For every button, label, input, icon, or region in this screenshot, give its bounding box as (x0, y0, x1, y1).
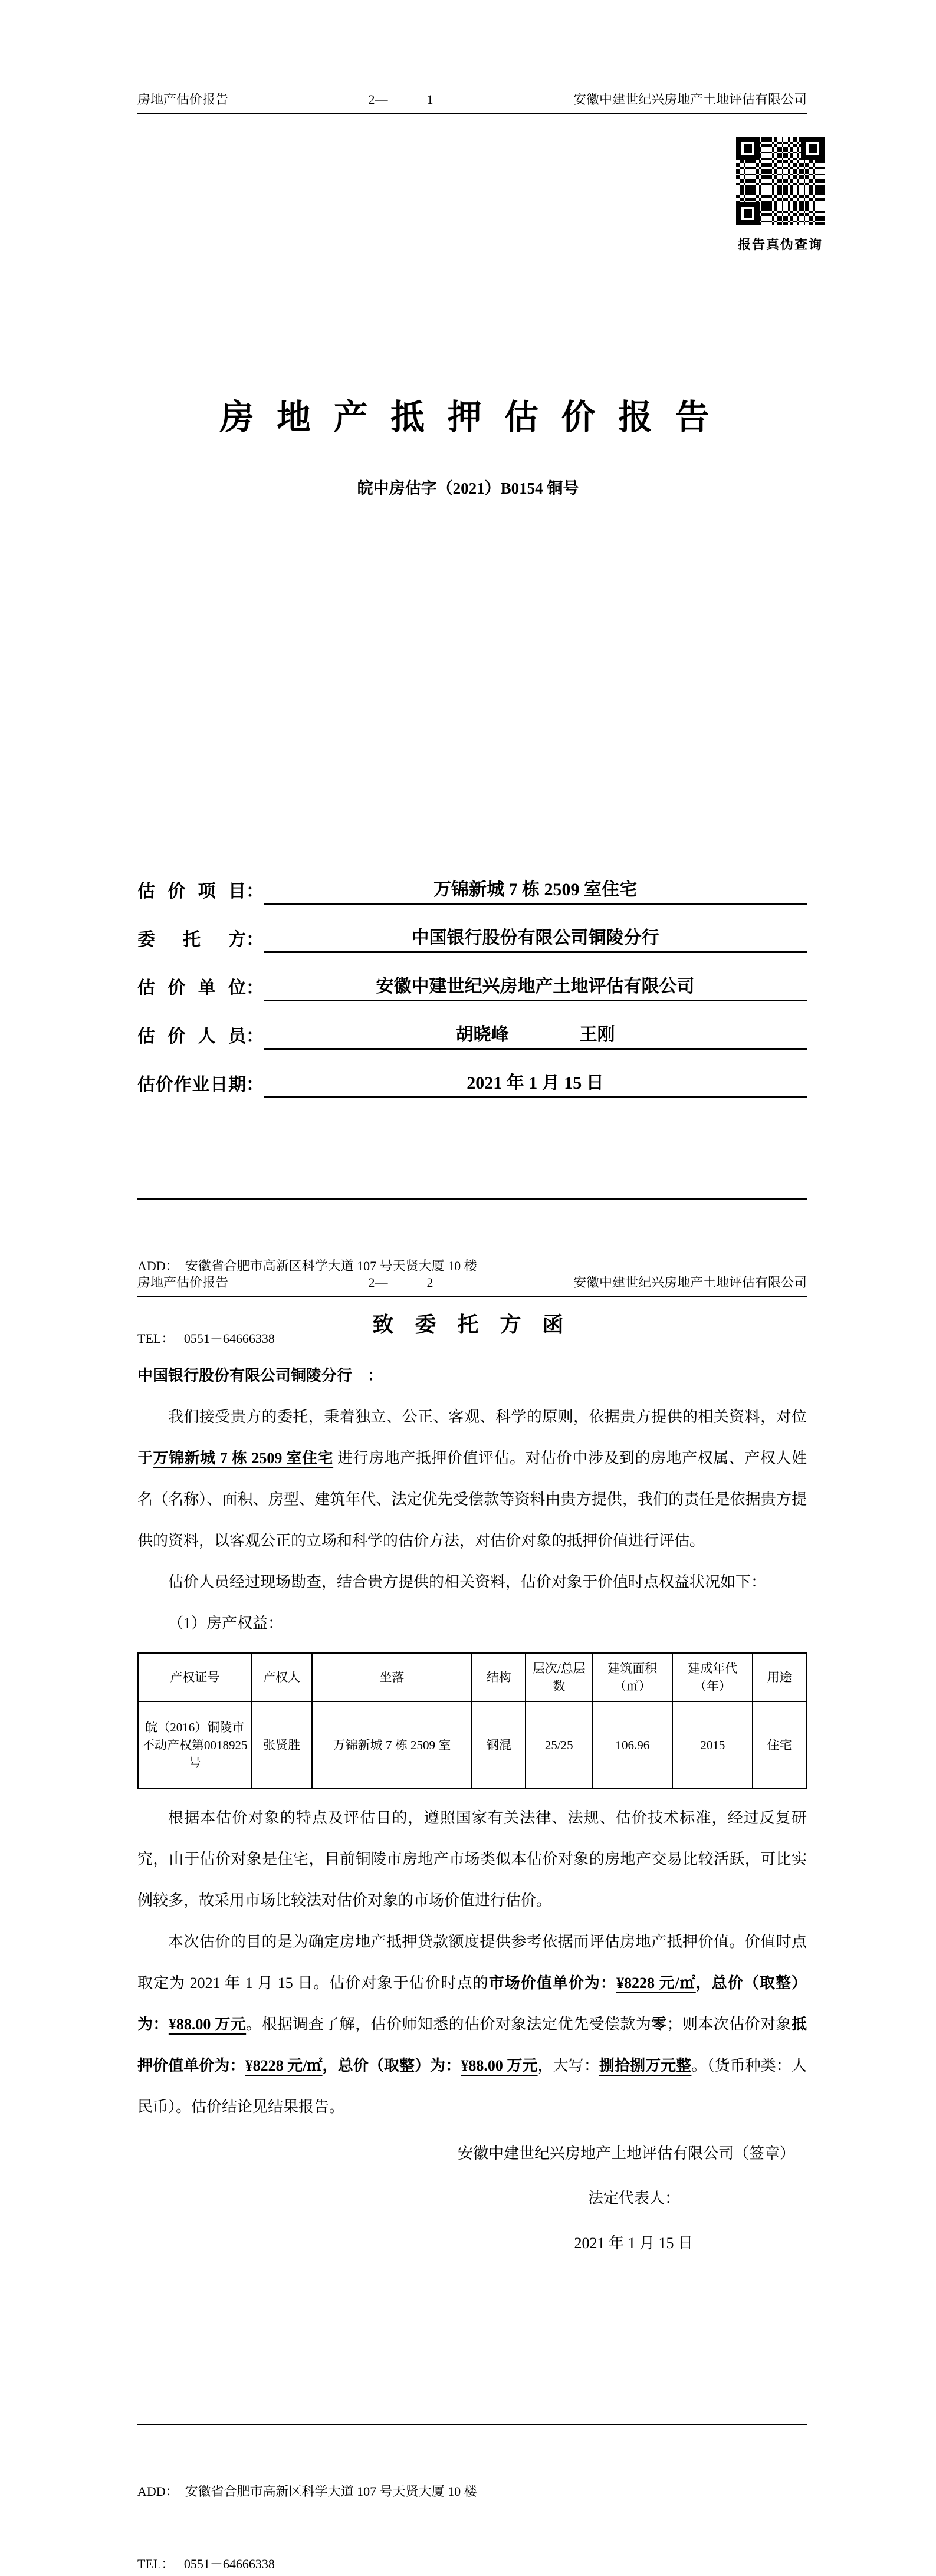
property-rights-table (137, 1652, 807, 1789)
field-label-appraisal-firm: 估价单位 (137, 978, 246, 998)
field-value-client: 中国银行股份有限公司铜陵分行 (264, 923, 807, 953)
text-segment: ，总价（取整）为： (137, 1974, 807, 2033)
paragraph-inspection: 估价人员经过现场勘查，结合贵方提供的相关资料，估价对象于价值时点权益状况如下： (168, 1573, 767, 1591)
header-company-name: 安徽中建世纪兴房地产土地评估有限公司 (573, 92, 807, 107)
text-segment: ，大写： (537, 2057, 599, 2074)
field-colon: ： (246, 882, 264, 901)
field-value-appraisers: 胡晓峰 王刚 (264, 1020, 807, 1050)
qr-caption: 报告真伪查询 (737, 237, 823, 252)
field-row-client (137, 905, 807, 953)
header-company-name: 安徽中建世纪兴房地产土地评估有限公司 (573, 1275, 807, 1290)
field-colon: ： (246, 978, 264, 998)
text-segment: ¥88.00 万元 (168, 2016, 247, 2033)
field-row-appraisal-firm (137, 953, 807, 1001)
paragraph-rights-heading: （1）房产权益： (168, 1615, 284, 1632)
cell-area: 106.96 (592, 1701, 672, 1789)
table-row (138, 1701, 806, 1789)
field-colon: ： (246, 1027, 264, 1046)
text-segment: 抵押价值单价为： (137, 2016, 807, 2074)
col-header-cert-no: 产权证号 (138, 1653, 252, 1701)
footer-address: ADD： 安徽省合肥市高新区科学大道 107 号天贤大厦 10 楼 (137, 2484, 477, 2499)
paragraph-conclusion (137, 1921, 807, 2128)
field-value-appraisal-firm: 安徽中建世纪兴房地产土地评估有限公司 (264, 971, 807, 1001)
text-segment: ¥8228 元/㎡ (616, 1974, 696, 1992)
col-header-structure: 结构 (472, 1653, 526, 1701)
cell-owner: 张贤胜 (252, 1701, 312, 1789)
cell-use: 住宅 (753, 1701, 806, 1789)
col-header-location: 坐落 (312, 1653, 472, 1701)
col-header-owner: 产权人 (252, 1653, 312, 1701)
field-label-work-date: 估价作业日期 (137, 1075, 246, 1095)
letter-title: 致 委 托 方 函 (372, 1313, 564, 1336)
report-doc-number: 皖中房估字（2021）B0154 铜号 (357, 479, 579, 497)
text-segment: 零 (651, 2016, 667, 2033)
qr-finder-bottom-left (736, 202, 760, 225)
col-header-area: 建筑面积（㎡） (592, 1653, 672, 1701)
text-segment: 。（货币种类：人民币）。估价结论见结果报告。 (137, 2057, 807, 2115)
col-header-year-built: 建成年代（年） (672, 1653, 753, 1701)
cell-location: 万锦新城 7 栋 2509 室 (312, 1701, 472, 1789)
qr-finder-top-right (801, 137, 825, 160)
text-segment: 万锦新城 7 栋 2509 室住宅 (153, 1450, 334, 1467)
field-value-work-date: 2021 年 1 月 15 日 (264, 1068, 807, 1098)
field-label-appraisers: 估价人员 (137, 1027, 246, 1046)
text-segment: 。根据调查了解，估价师知悉的估价对象法定优先受偿款为 (246, 2016, 652, 2033)
text-segment: ¥8228 元/㎡ (245, 2057, 323, 2074)
header-page-number: 2— 1 (368, 92, 433, 107)
signoff-legal-representative: 法定代表人： (587, 2190, 680, 2207)
paragraph-method: 根据本估价对象的特点及评估目的，遵照国家有关法律、法规、估价技术标准，经过反复研究，由于估价对象是住宅，目前铜陵市房地产市场类似本估价对象的房地产交易比较活跃，可比实例较多，故采用市场比较法对估价对象的市场价值进行估价。 (137, 1809, 807, 1909)
text-segment: ；则本次估价对象 (666, 2016, 792, 2033)
cell-year-built: 2015 (672, 1701, 753, 1789)
qr-code-icon (736, 137, 825, 225)
col-header-use: 用途 (753, 1653, 806, 1701)
page2-footer (137, 2424, 807, 2576)
header-page-number: 2— 2 (368, 1275, 433, 1290)
text-segment: 市场价值单价为： (488, 1974, 616, 1992)
table-header-row (138, 1653, 806, 1701)
text-segment: 我们接受贵方的委托，秉着独立、公正、客观、科学的原则，依据贵方提供的相关资料，对位于 (137, 1408, 807, 1467)
page2-running-header (137, 1273, 807, 1297)
field-row-project (137, 856, 807, 905)
footer-phone: TEL： 0551－64666338 (137, 1331, 275, 1346)
field-label-project: 估价项目 (137, 882, 246, 901)
letter-salutation: 中国银行股份有限公司铜陵分行 ： (137, 1367, 383, 1384)
text-segment: ¥88.00 万元 (461, 2057, 538, 2074)
field-label-client: 委托方 (137, 930, 246, 949)
field-row-work-date (137, 1050, 807, 1098)
text-segment: ，总价（取整）为： (322, 2057, 461, 2074)
cell-floor: 25/25 (526, 1701, 592, 1789)
header-doc-type: 房地产估价报告 (137, 92, 229, 107)
field-row-appraisers (137, 1001, 807, 1050)
qr-finder-top-left (736, 137, 760, 160)
footer-phone: TEL： 0551－64666338 (137, 2557, 275, 2571)
signoff-date: 2021 年 1 月 15 日 (574, 2235, 693, 2252)
letter-body (137, 1355, 807, 2266)
text-segment: 进行房地产抵押价值评估。对估价中涉及到的房地产权属、产权人姓名（名称）、面积、房型、建筑年代、法定优先受偿款等资料由贵方提供，我们的责任是依据贵方提供的资料，以客观公正的立场和科学的估价方法，对估价对象的抵押价值进行评估。 (137, 1450, 807, 1549)
report-title: 房 地 产 抵 押 估 价 报 告 (219, 398, 717, 436)
cover-fields (137, 856, 807, 1098)
footer-address: ADD： 安徽省合肥市高新区科学大道 107 号天贤大厦 10 楼 (137, 1259, 477, 1273)
field-value-project: 万锦新城 7 栋 2509 室住宅 (264, 875, 807, 905)
field-colon: ： (246, 1075, 264, 1095)
page1-running-header (137, 90, 807, 114)
signoff-company: 安徽中建世纪兴房地产土地评估有限公司（签章） (457, 2145, 795, 2162)
cell-cert-no: 皖（2016）铜陵市不动产权第0018925 号 (138, 1701, 252, 1789)
text-segment: 本次估价的目的是为确定房地产抵押贷款额度提供参考依据而评估房地产抵押价值。价值时点取定为 2021 年 1 月 15 日。估价对象于估价时点的 (137, 1933, 807, 1992)
text-segment: 捌拾捌万元整 (599, 2057, 692, 2074)
cell-structure: 钢混 (472, 1701, 526, 1789)
paragraph-engagement (137, 1397, 807, 1562)
col-header-floor: 层次/总层数 (526, 1653, 592, 1701)
header-doc-type: 房地产估价报告 (137, 1275, 229, 1290)
field-colon: ： (246, 930, 264, 949)
